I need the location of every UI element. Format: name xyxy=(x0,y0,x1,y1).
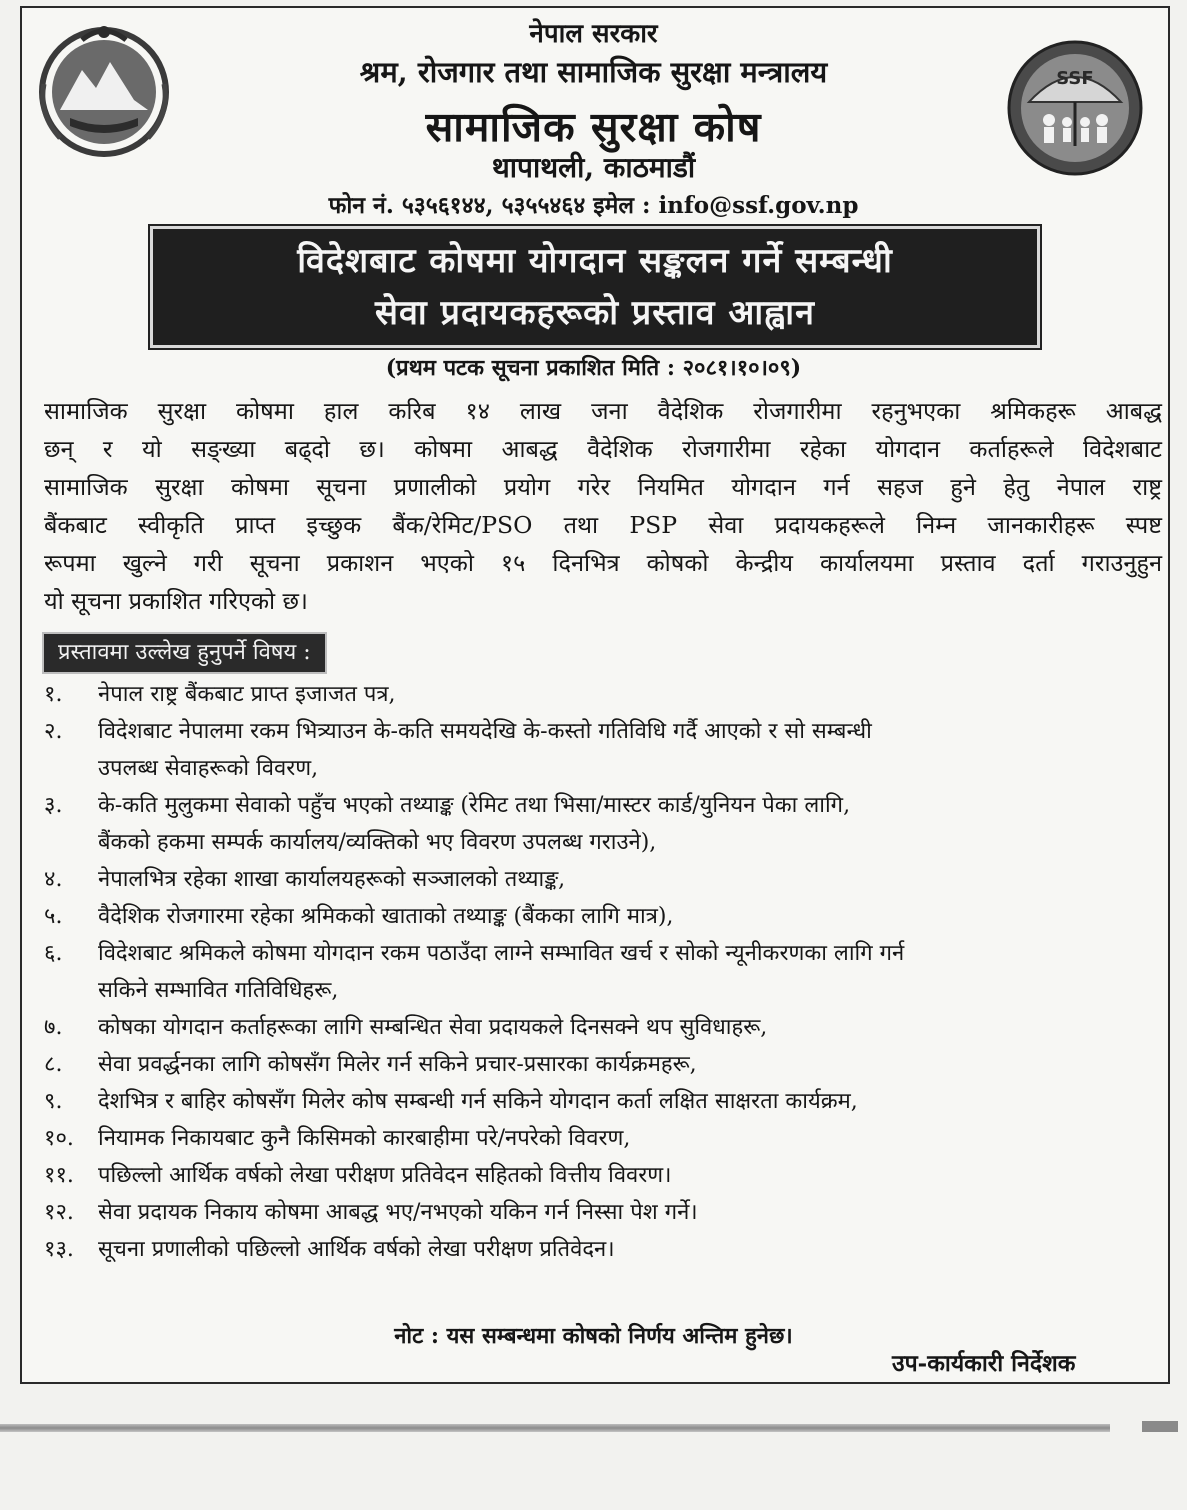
item-text: नियामक निकायबाट कुनै किसिमको कारबाहीमा परे/नपरेको विवरण, xyxy=(98,1126,631,1151)
government-name: नेपाल सरकार xyxy=(529,19,658,49)
item-number: ६. xyxy=(44,941,63,966)
intro-paragraph xyxy=(44,392,1162,620)
item-text: सेवा प्रवर्द्धनका लागि कोषसँग मिलेर गर्न सकिने प्रचार-प्रसारका कार्यक्रमहरू, xyxy=(98,1052,697,1077)
list-item xyxy=(40,1231,1165,1268)
item-text: वैदेशिक रोजगारमा रहेका श्रमिकको खाताको तथ्याङ्क (बैंकका लागि मात्र), xyxy=(98,904,674,929)
list-item xyxy=(40,1009,1165,1046)
intro-line: सामाजिक सुरक्षा कोषमा सूचना प्रणालीको प्रयोग गरेर नियमित योगदान गर्न सहज हुने हेतु नेपाल राष्ट्र xyxy=(44,473,1162,501)
item-number: १२. xyxy=(44,1200,74,1225)
item-number: ८. xyxy=(44,1052,63,1077)
intro-line: रूपमा खुल्ने गरी सूचना प्रकाशन भएको १५ दिनभित्र कोषको केन्द्रीय कार्यालयमा प्रस्ताव दर्ता गराउनुहुन xyxy=(44,549,1162,577)
item-text: बैंकको हकमा सम्पर्क कार्यालय/व्यक्तिको भए विवरण उपलब्ध गराउने), xyxy=(98,830,657,855)
page-divider xyxy=(0,1424,1110,1432)
intro-line: यो सूचना प्रकाशित गरिएको छ। xyxy=(44,587,308,615)
item-number: ३. xyxy=(44,793,63,818)
list-item xyxy=(40,676,1165,713)
intro-line: छन् र यो सङ्ख्या बढ्दो छ। कोषमा आबद्ध वैदेशिक रोजगारीमा रहेका योगदान कर्ताहरूले विदेशबाट xyxy=(44,435,1162,463)
note-text: नोट : यस सम्बन्धमा कोषको निर्णय अन्तिम हुनेछ। xyxy=(394,1323,793,1349)
item-number: ९. xyxy=(44,1089,63,1114)
publication-date: (प्रथम पटक सूचना प्रकाशित मिति : २०८१।१०।०९) xyxy=(385,355,802,381)
title-line-1: विदेशबाट कोषमा योगदान सङ्कलन गर्ने सम्बन्धी xyxy=(297,241,893,281)
list-item xyxy=(40,898,1165,935)
item-text: नेपाल राष्ट्र बैंकबाट प्राप्त इजाजत पत्र, xyxy=(98,682,396,707)
item-number: ११. xyxy=(44,1163,74,1188)
notice-title-banner xyxy=(150,226,1040,348)
page-divider xyxy=(1142,1421,1178,1432)
item-text: सूचना प्रणालीको पछिल्लो आर्थिक वर्षको लेखा परीक्षण प्रतिवेदन। xyxy=(98,1237,615,1262)
requirements-list xyxy=(40,676,1165,1268)
item-number: ५. xyxy=(44,904,63,929)
item-text: देशभित्र र बाहिर कोषसँग मिलेर कोष सम्बन्धी गर्न सकिने योगदान कर्ता लक्षित साक्षरता कार्यक्रम, xyxy=(98,1089,858,1114)
list-item xyxy=(40,713,1165,787)
section-heading: प्रस्तावमा उल्लेख हुनुपर्ने विषय : xyxy=(42,632,327,674)
list-item xyxy=(40,1157,1165,1194)
list-item xyxy=(40,935,1165,1009)
title-line-2: सेवा प्रदायकहरूको प्रस्ताव आह्वान xyxy=(375,293,815,333)
intro-line: बैंकबाट स्वीकृति प्राप्त इच्छुक बैंक/रेमिट/PSO तथा PSP सेवा प्रदायकहरूले निम्न जानकारीहरू स्पष्ट xyxy=(44,511,1162,539)
item-number: १०. xyxy=(44,1126,74,1151)
item-text: सेवा प्रदायक निकाय कोषमा आबद्ध भए/नभएको यकिन गर्न निस्सा पेश गर्ने। xyxy=(98,1200,698,1225)
organization-address: थापाथली, काठमाडौं xyxy=(491,151,696,184)
item-text: पछिल्लो आर्थिक वर्षको लेखा परीक्षण प्रतिवेदन सहितको वित्तीय विवरण। xyxy=(98,1163,672,1188)
list-item xyxy=(40,1120,1165,1157)
item-number: २. xyxy=(44,719,63,744)
item-text: नेपालभित्र रहेका शाखा कार्यालयहरूको सञ्जालको तथ्याङ्क, xyxy=(98,867,566,892)
list-item xyxy=(40,1046,1165,1083)
item-text: कोषका योगदान कर्ताहरूका लागि सम्बन्धित सेवा प्रदायकले दिनसक्ने थप सुविधाहरू, xyxy=(98,1015,768,1040)
item-number: ४. xyxy=(44,867,63,892)
list-item xyxy=(40,787,1165,861)
item-text: उपलब्ध सेवाहरूको विवरण, xyxy=(98,756,319,781)
contact-info: फोन नं. ५३५६१४४, ५३५५४६४ इमेल : info@ssf.gov.np xyxy=(328,192,859,219)
signatory-title: उप-कार्यकारी निर्देशक xyxy=(892,1350,1076,1377)
list-item xyxy=(40,861,1165,898)
item-text: सकिने सम्भावित गतिविधिहरू, xyxy=(98,978,339,1003)
item-text: के-कति मुलुकमा सेवाको पहुँच भएको तथ्याङ्क (रेमिट तथा भिसा/मास्टर कार्ड/युनियन पेका लागि, xyxy=(98,793,851,818)
intro-line: सामाजिक सुरक्षा कोषमा हाल करिब १४ लाख जना वैदेशिक रोजगारीमा रहनुभएका श्रमिकहरू आबद्ध xyxy=(44,397,1162,425)
list-item xyxy=(40,1083,1165,1120)
item-number: १३. xyxy=(44,1237,74,1262)
item-number: ७. xyxy=(44,1015,63,1040)
item-text: विदेशबाट नेपालमा रकम भित्र्याउन के-कति समयदेखि के-कस्तो गतिविधि गर्दै आएको र सो सम्बन्धी xyxy=(98,719,872,744)
ssf-logo-text: SSF xyxy=(1056,68,1094,89)
ministry-name: श्रम, रोजगार तथा सामाजिक सुरक्षा मन्त्रालय xyxy=(359,55,828,89)
organization-name: सामाजिक सुरक्षा कोष xyxy=(425,103,762,151)
item-number: १. xyxy=(44,682,63,707)
list-item xyxy=(40,1194,1165,1231)
item-text: विदेशबाट श्रमिकले कोषमा योगदान रकम पठाउँदा लाग्ने सम्भावित खर्च र सोको न्यूनीकरणका लागि गर्न xyxy=(98,941,905,966)
